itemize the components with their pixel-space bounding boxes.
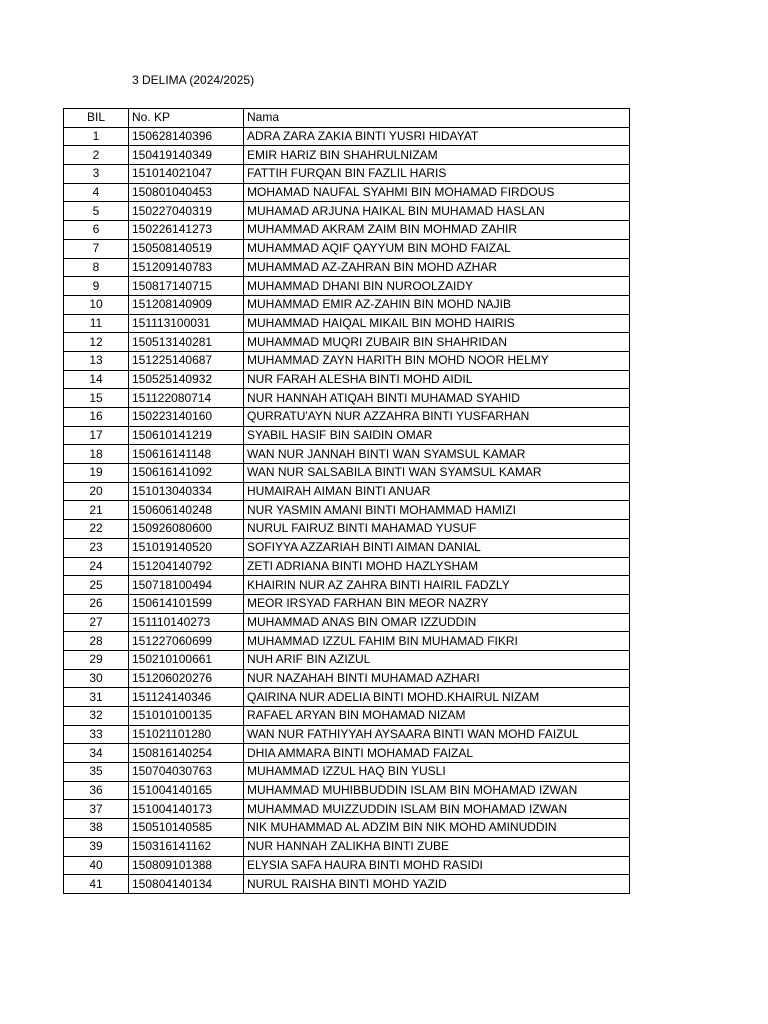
table-row [64, 389, 630, 408]
table-row [64, 370, 630, 389]
cell-bil: 41 [64, 875, 129, 894]
cell-no-kp: 150801040453 [129, 183, 244, 202]
cell-bil: 8 [64, 258, 129, 277]
cell-bil: 5 [64, 202, 129, 221]
table-row [64, 202, 630, 221]
cell-no-kp: 150704030763 [129, 763, 244, 782]
cell-bil: 31 [64, 688, 129, 707]
cell-nama: WAN NUR FATHIYYAH AYSAARA BINTI WAN MOHD FAIZUL [244, 725, 630, 744]
cell-no-kp: 151122080714 [129, 389, 244, 408]
cell-bil: 12 [64, 333, 129, 352]
cell-bil: 28 [64, 632, 129, 651]
cell-nama: MUHAMMAD HAIQAL MIKAIL BIN MOHD HAIRIS [244, 314, 630, 333]
cell-no-kp: 150223140160 [129, 408, 244, 427]
cell-nama: HUMAIRAH AIMAN BINTI ANUAR [244, 482, 630, 501]
cell-nama: MUHAMMAD IZZUL FAHIM BIN MUHAMAD FIKRI [244, 632, 630, 651]
cell-nama: MUHAMMAD EMIR AZ-ZAHIN BIN MOHD NAJIB [244, 295, 630, 314]
cell-bil: 7 [64, 239, 129, 258]
cell-no-kp: 151021101280 [129, 725, 244, 744]
cell-no-kp: 151227060699 [129, 632, 244, 651]
cell-nama: MUHAMMAD ZAYN HARITH BIN MOHD NOOR HELMY [244, 351, 630, 370]
table-row [64, 127, 630, 146]
cell-no-kp: 150419140349 [129, 146, 244, 165]
cell-no-kp: 151124140346 [129, 688, 244, 707]
cell-bil: 29 [64, 650, 129, 669]
table-row [64, 650, 630, 669]
cell-bil: 23 [64, 538, 129, 557]
table-row [64, 800, 630, 819]
table-row [64, 258, 630, 277]
cell-nama: NUH ARIF BIN AZIZUL [244, 650, 630, 669]
cell-nama: KHAIRIN NUR AZ ZAHRA BINTI HAIRIL FADZLY [244, 576, 630, 595]
cell-no-kp: 151208140909 [129, 295, 244, 314]
cell-nama: MUHAMMAD DHANI BIN NUROOLZAIDY [244, 277, 630, 296]
cell-nama: ADRA ZARA ZAKIA BINTI YUSRI HIDAYAT [244, 127, 630, 146]
cell-nama: MUHAMMAD AZ-ZAHRAN BIN MOHD AZHAR [244, 258, 630, 277]
document-title: 3 DELIMA (2024/2025) [132, 73, 255, 87]
cell-nama: SOFIYYA AZZARIAH BINTI AIMAN DANIAL [244, 538, 630, 557]
cell-no-kp: 151013040334 [129, 482, 244, 501]
table-header-row [64, 109, 630, 128]
table-row [64, 183, 630, 202]
cell-bil: 34 [64, 744, 129, 763]
cell-no-kp: 151204140792 [129, 557, 244, 576]
cell-no-kp: 150226141273 [129, 221, 244, 240]
cell-bil: 27 [64, 613, 129, 632]
cell-bil: 30 [64, 669, 129, 688]
cell-bil: 36 [64, 781, 129, 800]
cell-bil: 11 [64, 314, 129, 333]
cell-nama: WAN NUR SALSABILA BINTI WAN SYAMSUL KAMAR [244, 464, 630, 483]
table-row [64, 819, 630, 838]
cell-bil: 14 [64, 370, 129, 389]
table-row [64, 408, 630, 427]
cell-nama: MUHAMAD ARJUNA HAIKAL BIN MUHAMAD HASLAN [244, 202, 630, 221]
cell-nama: WAN NUR JANNAH BINTI WAN SYAMSUL KAMAR [244, 445, 630, 464]
table-row [64, 538, 630, 557]
cell-no-kp: 150210100661 [129, 650, 244, 669]
cell-nama: MUHAMMAD IZZUL HAQ BIN YUSLI [244, 763, 630, 782]
cell-nama: MUHAMMAD MUIZZUDDIN ISLAM BIN MOHAMAD IZWAN [244, 800, 630, 819]
cell-bil: 1 [64, 127, 129, 146]
cell-bil: 17 [64, 426, 129, 445]
table-row [64, 781, 630, 800]
table-row [64, 875, 630, 894]
cell-nama: QURRATU'AYN NUR AZZAHRA BINTI YUSFARHAN [244, 408, 630, 427]
cell-nama: MUHAMMAD ANAS BIN OMAR IZZUDDIN [244, 613, 630, 632]
table-row [64, 744, 630, 763]
cell-no-kp: 151004140165 [129, 781, 244, 800]
cell-no-kp: 150610141219 [129, 426, 244, 445]
table-row [64, 688, 630, 707]
cell-bil: 38 [64, 819, 129, 838]
cell-no-kp: 150616141148 [129, 445, 244, 464]
cell-nama: MEOR IRSYAD FARHAN BIN MEOR NAZRY [244, 594, 630, 613]
table-row [64, 482, 630, 501]
cell-bil: 32 [64, 707, 129, 726]
table-row [64, 763, 630, 782]
table-row [64, 277, 630, 296]
table-row [64, 426, 630, 445]
cell-bil: 35 [64, 763, 129, 782]
cell-nama: MUHAMMAD AKRAM ZAIM BIN MOHMAD ZAHIR [244, 221, 630, 240]
cell-bil: 22 [64, 520, 129, 539]
table-row [64, 557, 630, 576]
cell-nama: NUR HANNAH ATIQAH BINTI MUHAMAD SYAHID [244, 389, 630, 408]
cell-no-kp: 150606140248 [129, 501, 244, 520]
cell-bil: 25 [64, 576, 129, 595]
cell-nama: SYABIL HASIF BIN SAIDIN OMAR [244, 426, 630, 445]
cell-no-kp: 151010100135 [129, 707, 244, 726]
cell-no-kp: 151019140520 [129, 538, 244, 557]
cell-no-kp: 150508140519 [129, 239, 244, 258]
cell-nama: RAFAEL ARYAN BIN MOHAMAD NIZAM [244, 707, 630, 726]
cell-nama: NURUL RAISHA BINTI MOHD YAZID [244, 875, 630, 894]
header-no-kp: No. KP [129, 109, 244, 128]
cell-bil: 13 [64, 351, 129, 370]
cell-nama: NUR FARAH ALESHA BINTI MOHD AIDIL [244, 370, 630, 389]
cell-no-kp: 150525140932 [129, 370, 244, 389]
cell-no-kp: 150510140585 [129, 819, 244, 838]
cell-bil: 3 [64, 165, 129, 184]
cell-bil: 39 [64, 837, 129, 856]
cell-no-kp: 150227040319 [129, 202, 244, 221]
table-row [64, 725, 630, 744]
cell-bil: 4 [64, 183, 129, 202]
cell-bil: 15 [64, 389, 129, 408]
cell-no-kp: 150513140281 [129, 333, 244, 352]
cell-nama: ELYSIA SAFA HAURA BINTI MOHD RASIDI [244, 856, 630, 875]
cell-nama: EMIR HARIZ BIN SHAHRULNIZAM [244, 146, 630, 165]
table-row [64, 837, 630, 856]
cell-no-kp: 150718100494 [129, 576, 244, 595]
cell-no-kp: 151110140273 [129, 613, 244, 632]
cell-no-kp: 150316141162 [129, 837, 244, 856]
table-row [64, 632, 630, 651]
cell-bil: 6 [64, 221, 129, 240]
cell-nama: DHIA AMMARA BINTI MOHAMAD FAIZAL [244, 744, 630, 763]
cell-nama: MOHAMAD NAUFAL SYAHMI BIN MOHAMAD FIRDOUS [244, 183, 630, 202]
cell-nama: NIK MUHAMMAD AL ADZIM BIN NIK MOHD AMINUDDIN [244, 819, 630, 838]
table-row [64, 314, 630, 333]
table-row [64, 146, 630, 165]
table-row [64, 501, 630, 520]
table-row [64, 295, 630, 314]
table-row [64, 165, 630, 184]
table-row [64, 333, 630, 352]
cell-nama: MUHAMMAD MUQRI ZUBAIR BIN SHAHRIDAN [244, 333, 630, 352]
cell-bil: 24 [64, 557, 129, 576]
cell-no-kp: 151113100031 [129, 314, 244, 333]
table-row [64, 351, 630, 370]
cell-no-kp: 150614101599 [129, 594, 244, 613]
table-row [64, 464, 630, 483]
table-row [64, 520, 630, 539]
cell-no-kp: 150616141092 [129, 464, 244, 483]
cell-bil: 9 [64, 277, 129, 296]
cell-bil: 10 [64, 295, 129, 314]
table-row [64, 669, 630, 688]
table-row [64, 239, 630, 258]
cell-bil: 2 [64, 146, 129, 165]
table-row [64, 445, 630, 464]
cell-nama: MUHAMMAD AQIF QAYYUM BIN MOHD FAIZAL [244, 239, 630, 258]
cell-nama: NUR YASMIN AMANI BINTI MOHAMMAD HAMIZI [244, 501, 630, 520]
cell-bil: 21 [64, 501, 129, 520]
cell-nama: FATTIH FURQAN BIN FAZLIL HARIS [244, 165, 630, 184]
header-bil: BIL [64, 109, 129, 128]
table-row [64, 613, 630, 632]
table-row [64, 221, 630, 240]
cell-no-kp: 151209140783 [129, 258, 244, 277]
cell-nama: NUR NAZAHAH BINTI MUHAMAD AZHARI [244, 669, 630, 688]
cell-no-kp: 151206020276 [129, 669, 244, 688]
cell-no-kp: 150804140134 [129, 875, 244, 894]
table-row [64, 707, 630, 726]
cell-no-kp: 150817140715 [129, 277, 244, 296]
cell-no-kp: 151004140173 [129, 800, 244, 819]
cell-no-kp: 150816140254 [129, 744, 244, 763]
cell-nama: NUR HANNAH ZALIKHA BINTI ZUBE [244, 837, 630, 856]
cell-bil: 40 [64, 856, 129, 875]
table-row [64, 576, 630, 595]
table-row [64, 856, 630, 875]
cell-bil: 33 [64, 725, 129, 744]
cell-nama: NURUL FAIRUZ BINTI MAHAMAD YUSUF [244, 520, 630, 539]
cell-no-kp: 150926080600 [129, 520, 244, 539]
cell-nama: QAIRINA NUR ADELIA BINTI MOHD.KHAIRUL NIZAM [244, 688, 630, 707]
cell-nama: ZETI ADRIANA BINTI MOHD HAZLYSHAM [244, 557, 630, 576]
table-row [64, 594, 630, 613]
cell-no-kp: 151014021047 [129, 165, 244, 184]
cell-bil: 37 [64, 800, 129, 819]
table-body [64, 127, 630, 893]
cell-no-kp: 151225140687 [129, 351, 244, 370]
cell-no-kp: 150628140396 [129, 127, 244, 146]
header-nama: Nama [244, 109, 630, 128]
cell-nama: MUHAMMAD MUHIBBUDDIN ISLAM BIN MOHAMAD IZWAN [244, 781, 630, 800]
cell-bil: 18 [64, 445, 129, 464]
cell-bil: 26 [64, 594, 129, 613]
cell-bil: 19 [64, 464, 129, 483]
cell-no-kp: 150809101388 [129, 856, 244, 875]
cell-bil: 20 [64, 482, 129, 501]
cell-bil: 16 [64, 408, 129, 427]
student-table [63, 108, 630, 894]
